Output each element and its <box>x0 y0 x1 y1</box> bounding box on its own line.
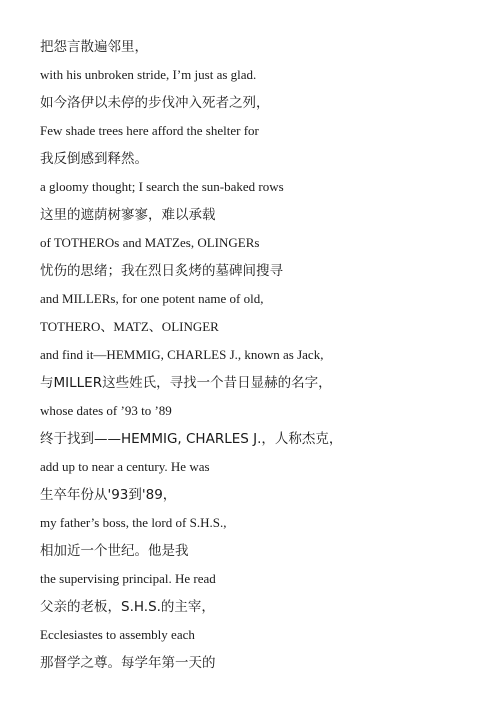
poem-line-zh: 我反倒感到释然。 <box>40 151 148 167</box>
poem-lines <box>40 33 480 677</box>
poem-line-zh: 与MILLER这些姓氏，寻找一个昔日显赫的名字， <box>40 375 332 391</box>
poem-line-en: and find it—HEMMIG, CHARLES J., known as Jack, <box>40 347 324 362</box>
poem-line-zh: 生卒年份从'93到'89， <box>40 487 177 503</box>
poem-line-en: with his unbroken stride, I’m just as glad. <box>40 67 257 82</box>
poem-line-en: and MILLERs, for one potent name of old, <box>40 291 264 306</box>
poem-line-en: the supervising principal. He read <box>40 571 216 586</box>
poem-line-zh: 相加近一个世纪。他是我 <box>40 543 189 559</box>
poem-line-zh: 那督学之尊。每学年第一天的 <box>40 655 216 671</box>
poem-line-en: add up to near a century. He was <box>40 459 210 474</box>
poem-line-en: my father’s boss, the lord of S.H.S., <box>40 515 227 530</box>
poem-line-zh: 这里的遮荫树寥寥，难以承载 <box>40 207 216 223</box>
poem-line-en: Ecclesiastes to assembly each <box>40 627 195 642</box>
poem-line-en: whose dates of ’93 to ’89 <box>40 403 172 418</box>
poem-line-zh: 如今洛伊以未停的步伐冲入死者之列， <box>40 95 270 111</box>
poem-line-zh: 把怨言散遍邻里， <box>40 39 148 55</box>
poem-line-zh: 忧伤的思绪；我在烈日炙烤的墓碑间搜寻 <box>40 263 283 279</box>
poem-line-zh: 终于找到——HEMMIG, CHARLES J.，人称杰克， <box>40 431 343 447</box>
poem-line-en: Few shade trees here afford the shelter for <box>40 123 259 138</box>
poem-line-en: of TOTHEROs and MATZes, OLINGERs <box>40 235 260 250</box>
poem-line-en: a gloomy thought; I search the sun-baked rows <box>40 179 284 194</box>
poem-line-names: TOTHERO、MATZ、OLINGER <box>40 319 219 334</box>
poem-line-zh: 父亲的老板，S.H.S.的主宰， <box>40 599 215 615</box>
